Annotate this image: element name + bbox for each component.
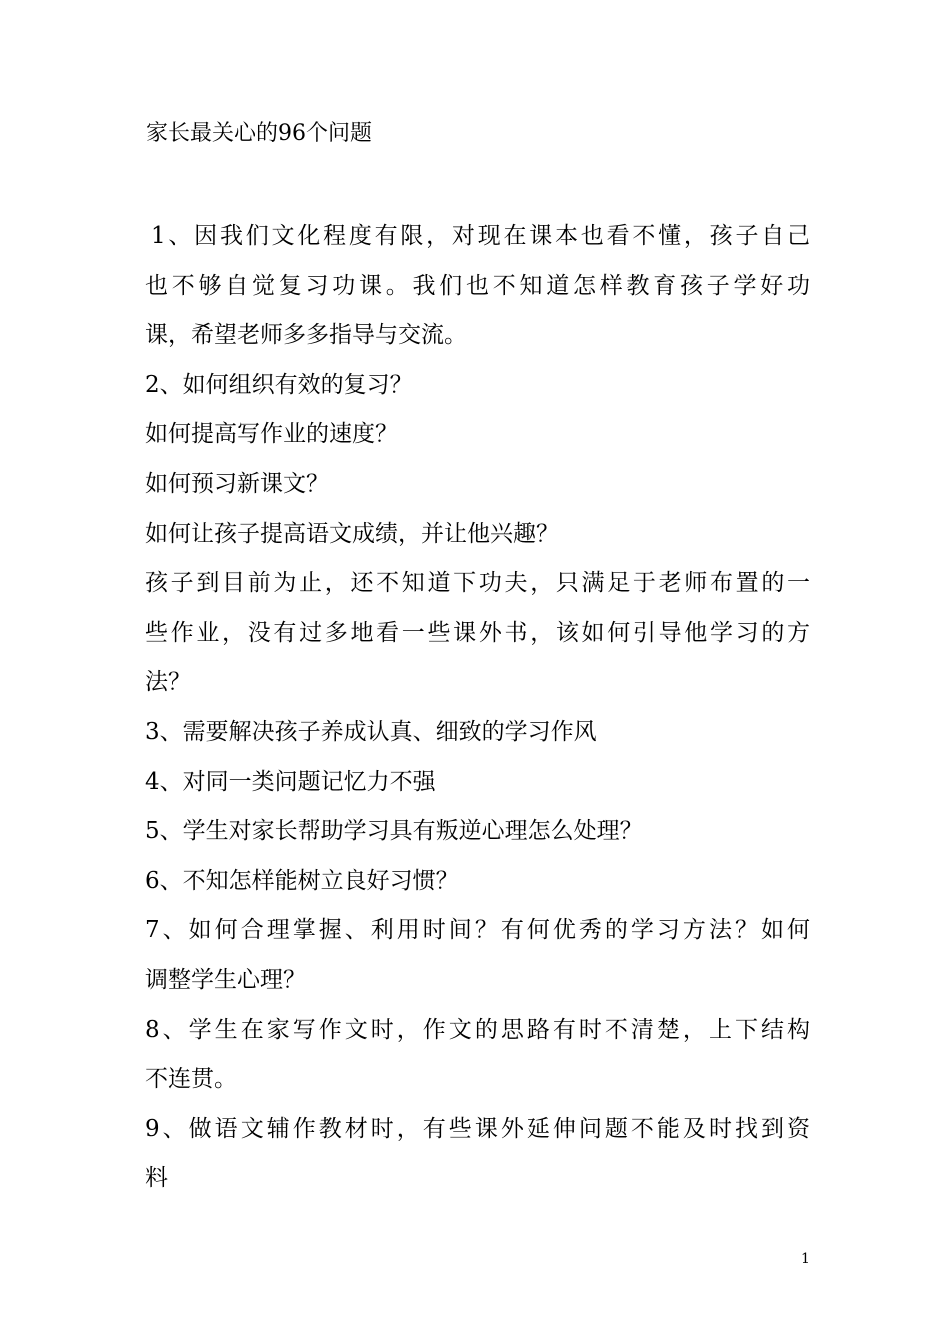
text-line: 如何预习新课文？ — [145, 470, 329, 497]
text-line: 5、学生对家长帮助学习具有叛逆心理怎么处理？ — [145, 818, 643, 845]
text-line: 6、不知怎样能树立良好习惯？ — [145, 867, 459, 894]
text-line: 7、如何合理掌握、利用时间？有何优秀的学习方法？如何 — [145, 917, 810, 944]
page-number: 1 — [801, 1251, 810, 1267]
document-title: 家长最关心的96个问题 — [146, 121, 372, 146]
text-line: 如何让孩子提高语文成绩，并让他兴趣？ — [145, 520, 559, 547]
text-line: 4、对同一类问题记忆力不强 — [145, 768, 436, 795]
text-line: 1、因我们文化程度有限，对现在课本也看不懂，孩子自己 — [151, 223, 810, 249]
text-line: 9、做语文辅作教材时，有些课外延伸问题不能及时找到资 — [145, 1115, 810, 1142]
text-line: 不连贯。 — [145, 1066, 237, 1093]
text-line: 如何提高写作业的速度？ — [145, 421, 398, 448]
text-line: 孩子到目前为止，还不知道下功夫，只满足于老师布置的一 — [145, 570, 810, 597]
text-line: 2、如何组织有效的复习？ — [145, 371, 413, 398]
text-line: 3、需要解决孩子养成认真、细致的学习作风 — [145, 718, 597, 745]
text-line: 些作业，没有过多地看一些课外书，该如何引导他学习的方 — [145, 619, 810, 646]
text-line: 调整学生心理？ — [145, 966, 306, 993]
document-body — [145, 212, 810, 1204]
text-line: 法？ — [145, 669, 191, 696]
text-line: 也不够自觉复习功课。我们也不知道怎样教育孩子学好功 — [145, 272, 810, 299]
text-line: 课，希望老师多多指导与交流。 — [145, 322, 467, 349]
text-line: 8、学生在家写作文时，作文的思路有时不清楚，上下结构 — [145, 1016, 810, 1043]
text-line: 料 — [145, 1165, 168, 1192]
